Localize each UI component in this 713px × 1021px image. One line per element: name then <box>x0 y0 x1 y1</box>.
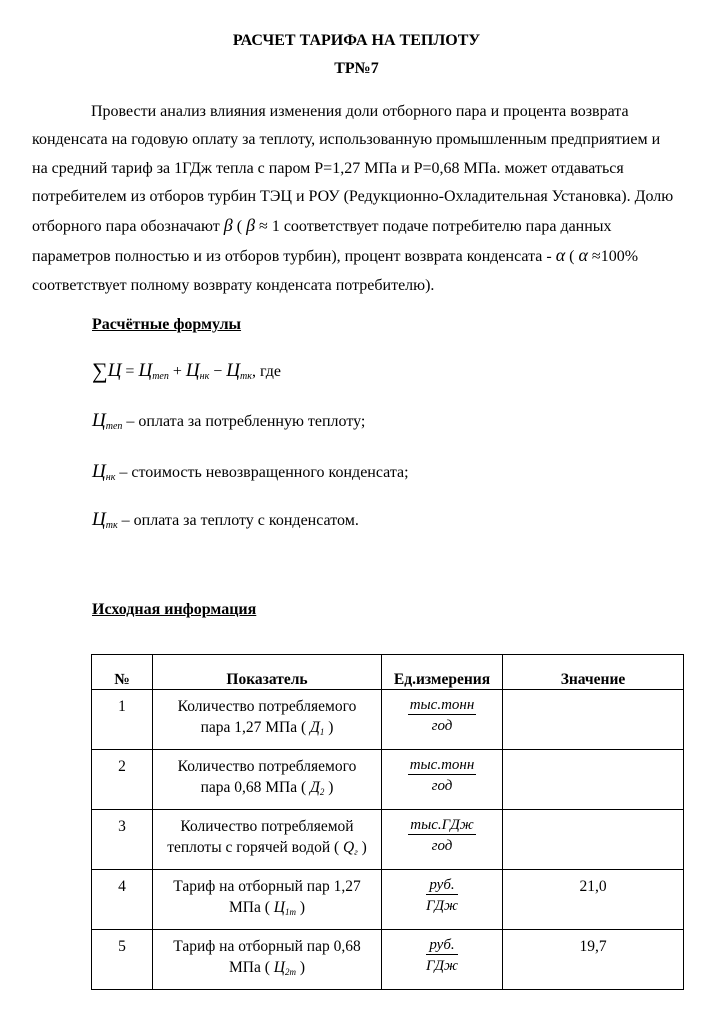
unit-fraction: $\frac{\text{руб.}}{\text{ГДж}}$ <box>425 877 459 914</box>
row-indicator: Количество потребляемого пара 1,27 МПа ( $Д_1$ ) <box>153 690 382 750</box>
definition-tk: $Ц_{тк}$ – оплата за теплоту с конденсатом. <box>92 509 359 531</box>
document-title: РАСЧЕТ ТАРИФА НА ТЕПЛОТУ <box>232 32 481 49</box>
row-unit <box>382 810 503 870</box>
row-number: 1 <box>92 690 153 750</box>
row-unit <box>382 930 503 990</box>
unit-fraction: $\frac{\text{тыс.ГДж}}{\text{год}}$ <box>410 817 474 854</box>
source-info-table <box>91 654 684 990</box>
table-row <box>92 870 684 930</box>
intro-paragraph <box>32 98 692 300</box>
row-value: 21,0 <box>503 870 684 930</box>
beta-symbol: β <box>223 215 233 236</box>
definition-nk: $Ц_{нк}$ – стоимость невозвращенного конденсата; <box>92 461 409 483</box>
column-header-unit: Ед.измерения <box>382 655 503 690</box>
row-number: 4 <box>92 870 153 930</box>
beta-symbol: β <box>246 215 256 236</box>
row-value: 19,7 <box>503 930 684 990</box>
unit-fraction: $\frac{\text{руб.}}{\text{ГДж}}$ <box>425 937 459 974</box>
document-subtitle: ТР№7 <box>334 60 379 77</box>
row-unit <box>382 690 503 750</box>
row-number: 3 <box>92 810 153 870</box>
column-header-indicator: Показатель <box>153 655 382 690</box>
definition-teplo: $Ц_{теп}$ – оплата за потребленную теплоту; <box>92 410 366 432</box>
column-header-number: № <box>92 655 153 690</box>
intro-line-2: конденсата на годовую оплату за теплоту, использованную промышленным предприятием и <box>32 131 661 149</box>
row-indicator: Количество потребляемой теплоты с горячей водой ( $Q_г$ ) <box>153 810 382 870</box>
intro-line-1: Провести анализ влияния изменения доли отборного пара и процента возврата <box>91 103 629 120</box>
main-formula: $\sum Ц = Ц_{теп} + Ц_{нк} - Ц_{тк}$, где <box>92 358 281 383</box>
intro-line-6: параметров полностью и из отборов турбин), процент возврата конденсата - α ( α ≈100% <box>32 245 639 266</box>
table-row <box>92 690 684 750</box>
intro-line-5: отборного пара обозначают β ( β ≈ 1 соответствует подаче потребителю пара данных <box>32 215 612 236</box>
row-value <box>503 810 684 870</box>
table-row <box>92 930 684 990</box>
intro-line-7: соответствует полному возврату конденсата потребителю). <box>32 276 435 294</box>
alpha-symbol: α <box>555 245 566 266</box>
column-header-value: Значение <box>503 655 684 690</box>
row-value <box>503 750 684 810</box>
row-unit <box>382 750 503 810</box>
intro-line-3: на средний тариф за 1ГДж тепла с паром Р=1,27 МПа и Р=0,68 МПа. может отдаваться <box>32 159 624 177</box>
row-indicator: Тариф на отборный пар 1,27 МПа ( $Ц_{1т}$ ) <box>153 870 382 930</box>
row-indicator: Количество потребляемого пара 0,68 МПа ( $Д_2$ ) <box>153 750 382 810</box>
unit-fraction: $\frac{\text{тыс.тонн}}{\text{год}}$ <box>409 697 475 734</box>
sum-symbol: ∑ <box>92 358 108 383</box>
formulas-heading: Расчётные формулы <box>92 316 242 333</box>
row-number: 2 <box>92 750 153 810</box>
alpha-symbol: α <box>578 245 588 266</box>
table-header-row <box>92 655 684 690</box>
unit-fraction: $\frac{\text{тыс.тонн}}{\text{год}}$ <box>409 757 475 794</box>
row-indicator: Тариф на отборный пар 0,68 МПа ( $Ц_{2т}$ ) <box>153 930 382 990</box>
row-unit <box>382 870 503 930</box>
table-row <box>92 810 684 870</box>
table-row <box>92 750 684 810</box>
row-value <box>503 690 684 750</box>
intro-line-4: потребителем из отборов турбин ТЭЦ и РОУ (Редукционно-Охладительная Установка). Долю <box>32 187 674 205</box>
source-info-heading: Исходная информация <box>92 601 257 618</box>
row-number: 5 <box>92 930 153 990</box>
